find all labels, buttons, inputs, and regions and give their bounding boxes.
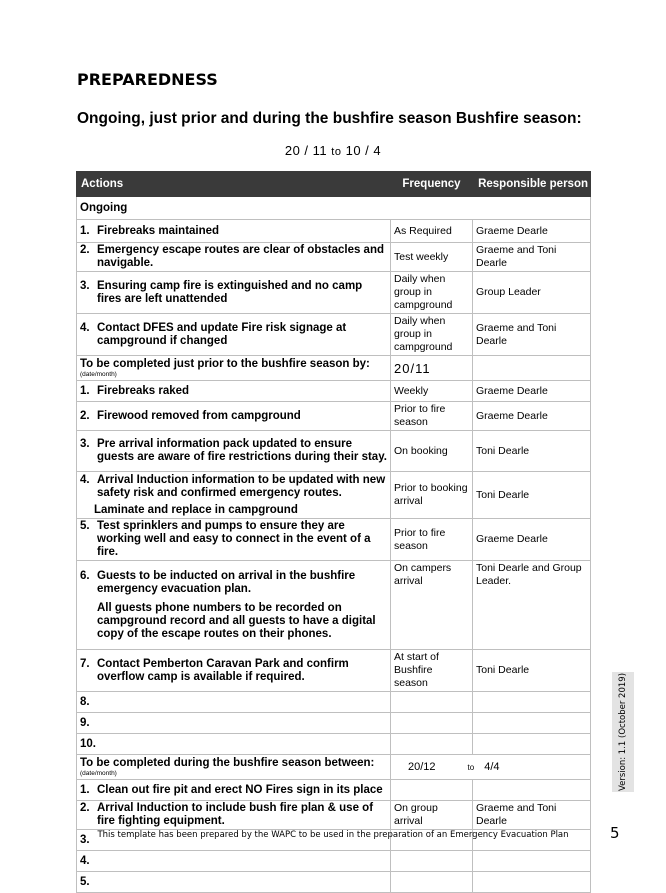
table-row: [77, 431, 591, 472]
period-to: to: [331, 146, 342, 158]
action-cell: [77, 402, 391, 431]
action-cell: [77, 519, 391, 561]
action-cell: [77, 314, 391, 356]
frequency-cell: [391, 692, 473, 713]
responsible-cell: [473, 734, 591, 755]
action-cell: [77, 243, 391, 272]
action-text: Firebreaks raked: [97, 384, 190, 397]
action-note: All guests phone numbers to be recorded on campground record and all guests to have a digital copy of the escape routes on their phones.: [97, 601, 376, 640]
table-row: [77, 220, 591, 243]
action-text: Pre arrival information pack updated to ensure guests are aware of fire restrictions during their stay.: [97, 438, 387, 463]
action-cell: [77, 220, 391, 243]
action-cell: [77, 381, 391, 402]
frequency-cell: On booking: [391, 431, 473, 472]
during-end: 4/4: [484, 760, 500, 773]
header-responsible: Responsible person: [473, 172, 591, 197]
action-text: Firewood removed from campground: [97, 409, 301, 422]
item-number: 2.: [80, 802, 90, 814]
frequency-cell: Test weekly: [391, 243, 473, 272]
responsible-cell: [473, 692, 591, 713]
responsible-cell: Toni Dearle: [473, 650, 591, 692]
action-cell: [77, 431, 391, 472]
action-cell: [77, 272, 391, 314]
during-to: to: [467, 762, 475, 772]
section-label: To be completed just prior to the bushfire season by:: [80, 358, 370, 370]
empty-cell: [473, 356, 591, 381]
table-row: [77, 650, 591, 692]
action-cell: [77, 472, 391, 519]
responsible-cell: Graeme Dearle: [473, 402, 591, 431]
action-text: Emergency escape routes are clear of obstacles and navigable.: [97, 244, 384, 269]
responsible-cell: Toni Dearle: [473, 472, 591, 519]
table-row: [77, 713, 591, 734]
responsible-cell: [473, 713, 591, 734]
action-text: Arrival Induction information to be updated with new safety risk and confirmed emergency routes.: [97, 473, 386, 499]
subtitle: Ongoing, just prior and during the bushfire season Bushfire season:: [77, 110, 582, 127]
item-number: 1.: [80, 384, 90, 397]
item-number: 8.: [80, 695, 90, 708]
action-cell: [77, 713, 391, 734]
footer-note: This template has been prepared by the WAPC to be used in the preparation of an Emergency Evacuation Plan: [97, 830, 569, 840]
item-number: 4.: [80, 854, 90, 867]
action-text: Firebreaks maintained: [97, 224, 220, 237]
table-row: [77, 272, 591, 314]
frequency-cell: Prior to fire season: [391, 402, 473, 431]
frequency-cell: [391, 713, 473, 734]
action-cell: [77, 851, 391, 872]
table-row: [77, 381, 591, 402]
version-tab: [612, 672, 634, 792]
section-ongoing: [77, 197, 591, 220]
table-row: [77, 780, 591, 801]
table-row: [77, 561, 591, 650]
table-row: [77, 851, 591, 872]
item-number: 4.: [80, 473, 90, 486]
frequency-cell: Prior to fire season: [391, 519, 473, 561]
frequency-cell: Daily when group in campground: [391, 272, 473, 314]
season-period: [0, 143, 666, 158]
responsible-cell: Graeme and Toni Dearle: [473, 801, 591, 830]
period-start: 20 / 11: [284, 143, 328, 158]
action-cell: [77, 801, 391, 830]
action-cell: [77, 650, 391, 692]
page-title: PREPAREDNESS: [77, 70, 218, 89]
table-row: [77, 801, 591, 830]
item-number: 6.: [80, 569, 90, 582]
frequency-cell: Daily when group in campground: [391, 314, 473, 356]
action-text: Ensuring camp fire is extinguished and no camp fires are left unattended: [97, 279, 363, 305]
action-cell: [77, 692, 391, 713]
during-start: 20/12: [408, 760, 436, 773]
frequency-cell: [391, 734, 473, 755]
action-cell: [77, 872, 391, 893]
item-number: 3.: [80, 279, 90, 292]
page-number: 5: [610, 824, 620, 842]
table-row: [77, 314, 591, 356]
action-cell: [77, 780, 391, 801]
item-number: 7.: [80, 657, 90, 670]
responsible-cell: Graeme Dearle: [473, 381, 591, 402]
table-row: [77, 519, 591, 561]
action-text: Arrival Induction to include bush fire plan & use of fire fighting equipment.: [97, 802, 374, 827]
frequency-cell: As Required: [391, 220, 473, 243]
table-row: [77, 872, 591, 893]
section-label-cell: [77, 755, 391, 780]
table-row: [77, 692, 591, 713]
table-row: [77, 402, 591, 431]
date-note: (date/month): [80, 770, 117, 777]
table-row: [77, 734, 591, 755]
frequency-cell: Weekly: [391, 381, 473, 402]
preparedness-table: [76, 171, 591, 893]
responsible-cell: [473, 851, 591, 872]
responsible-cell: Graeme Dearle: [473, 220, 591, 243]
period-end: 10 / 4: [345, 143, 382, 158]
item-number: 5.: [80, 875, 90, 888]
frequency-cell: At start of Bushfire season: [391, 650, 473, 692]
table-row: [77, 472, 591, 519]
frequency-cell: On campers arrival: [391, 561, 473, 650]
action-text: Clean out fire pit and erect NO Fires sign in its place: [97, 783, 383, 796]
table-row: [77, 243, 591, 272]
action-text: Contact Pemberton Caravan Park and confirm overflow camp is available if required.: [97, 657, 349, 683]
header-actions: Actions: [77, 172, 391, 197]
version-label: Version: 1.1 (October 2019): [618, 672, 628, 792]
responsible-cell: [473, 780, 591, 801]
frequency-cell: [391, 780, 473, 801]
item-number: 2.: [80, 244, 90, 256]
item-number: 1.: [80, 783, 90, 796]
action-text: Guests to be inducted on arrival in the bushfire emergency evacuation plan.: [97, 569, 356, 595]
section-during: [77, 755, 591, 780]
item-number: 5.: [80, 520, 90, 532]
item-number: 9.: [80, 716, 90, 729]
item-number: 4.: [80, 321, 90, 334]
frequency-cell: [391, 872, 473, 893]
action-cell: [77, 734, 391, 755]
action-text: Contact DFES and update Fire risk signage at campground if changed: [97, 321, 347, 347]
section-prior: [77, 356, 591, 381]
date-note: (date/month): [80, 371, 117, 378]
frequency-cell: [391, 851, 473, 872]
item-number: 10.: [80, 737, 96, 750]
header-frequency: Frequency: [391, 172, 473, 197]
responsible-cell: Graeme and Toni Dearle: [473, 243, 591, 272]
item-number: 1.: [80, 224, 90, 237]
item-number: 3.: [80, 833, 90, 846]
frequency-cell: On group arrival: [391, 801, 473, 830]
prior-date: 20/11: [391, 356, 473, 381]
section-label: Ongoing: [77, 197, 591, 220]
item-number: 2.: [80, 409, 90, 422]
action-note: Laminate and replace in campground: [94, 503, 298, 516]
action-cell: [77, 561, 391, 650]
section-label-cell: [77, 356, 391, 381]
item-number: 3.: [80, 438, 90, 450]
frequency-cell: Prior to booking arrival: [391, 472, 473, 519]
responsible-cell: Group Leader: [473, 272, 591, 314]
responsible-cell: Toni Dearle: [473, 431, 591, 472]
section-label: To be completed during the bushfire season between:: [80, 757, 375, 769]
during-dates: [391, 755, 591, 780]
responsible-cell: Toni Dearle and Group Leader.: [473, 561, 591, 650]
responsible-cell: Graeme and Toni Dearle: [473, 314, 591, 356]
table-header-row: [77, 172, 591, 197]
responsible-cell: [473, 872, 591, 893]
responsible-cell: Graeme Dearle: [473, 519, 591, 561]
action-text: Test sprinklers and pumps to ensure they are working well and easy to connect in the event of a fire.: [97, 520, 371, 558]
